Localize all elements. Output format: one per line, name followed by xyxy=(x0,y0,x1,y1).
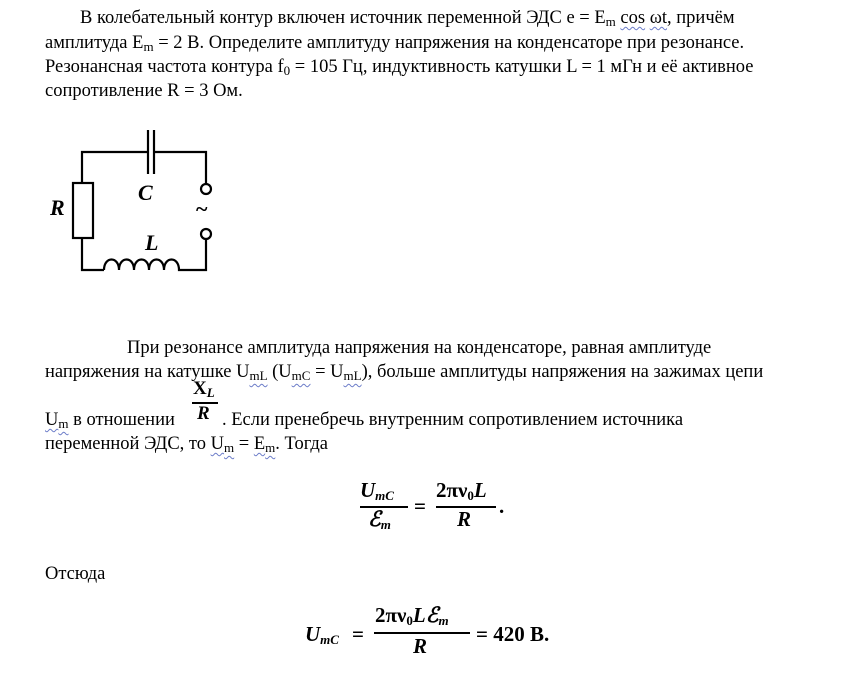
subscript: m xyxy=(380,517,391,532)
text: переменной ЭДС, то xyxy=(45,434,211,454)
solution-line-2 xyxy=(45,360,763,384)
subscript: m xyxy=(265,440,276,455)
inductor-coil xyxy=(104,260,182,271)
wire-top-right xyxy=(154,152,206,184)
spellcheck-word: ωt xyxy=(649,8,668,28)
text: ), больше амплитуды напряжения на зажимах цепи xyxy=(361,362,764,382)
resistor xyxy=(73,183,93,238)
text: . Если пренебречь внутренним сопротивлением источника xyxy=(222,410,684,430)
fraction-xl-denominator: R xyxy=(197,403,210,424)
label-c: C xyxy=(138,180,153,205)
text: , причём xyxy=(667,8,735,28)
formula1-lhs-numerator xyxy=(360,478,394,503)
solution-line-1 xyxy=(127,336,711,360)
formula1-equals: = xyxy=(414,494,426,518)
text: X xyxy=(193,378,207,399)
subscript: m xyxy=(58,416,69,431)
formula1-dot: . xyxy=(499,494,505,518)
text: ℰ xyxy=(368,507,381,531)
text: . Тогда xyxy=(275,434,328,454)
subscript: mC xyxy=(291,368,311,383)
wire-left-bottom xyxy=(82,238,104,270)
text: L xyxy=(473,478,487,502)
text: = xyxy=(234,434,254,454)
problem-line-1 xyxy=(80,6,735,30)
formula2-numerator xyxy=(375,603,449,628)
terminal-top xyxy=(201,184,211,194)
subscript: mC xyxy=(375,488,394,503)
text: 2πν xyxy=(375,603,407,627)
text: 2πν xyxy=(436,478,468,502)
spellcheck-word: U xyxy=(210,434,225,454)
solution-line-4 xyxy=(45,432,328,456)
formula2-result: = 420 В. xyxy=(476,622,550,646)
text: U xyxy=(360,478,376,502)
text: U xyxy=(305,622,321,646)
subscript: 0 xyxy=(467,488,474,503)
text: = 2 В. Определите амплитуду напряжения на конденсаторе при резонансе. xyxy=(153,33,745,53)
subscript: mL xyxy=(249,368,268,383)
label-ac-source: ~ xyxy=(196,196,208,221)
solution-line-3 xyxy=(45,408,175,432)
wire-top-left xyxy=(82,152,148,178)
text: При резонансе амплитуда напряжения на конденсаторе, равная амплитуде xyxy=(127,338,712,358)
formula2-lhs xyxy=(305,622,339,647)
text: в отношении xyxy=(68,410,175,430)
spellcheck-word: U xyxy=(45,410,59,430)
subscript: 0 xyxy=(283,63,291,78)
word-otsyuda: Отсюда xyxy=(45,564,106,584)
terminal-bottom xyxy=(201,229,211,239)
text: = U xyxy=(310,362,344,382)
text: сопротивление R = 3 Ом. xyxy=(45,81,243,101)
formula1-lhs-denominator xyxy=(368,507,391,532)
problem-line-3 xyxy=(45,55,754,79)
subscript: mC xyxy=(320,632,339,647)
subscript: m xyxy=(605,14,616,29)
wire-right-bottom xyxy=(182,239,206,270)
text: В колебательный контур включен источник переменной ЭДС e = E xyxy=(80,8,606,28)
text: (U xyxy=(267,362,292,382)
subscript: mL xyxy=(343,368,362,383)
label-r: R xyxy=(50,195,65,220)
subscript: m xyxy=(438,613,449,628)
formula2-equals: = xyxy=(352,622,364,646)
subscript: m xyxy=(224,440,235,455)
text: Резонансная частота контура f xyxy=(45,57,284,77)
subscript: L xyxy=(206,385,215,400)
spellcheck-word: cos xyxy=(620,8,646,28)
fraction-xl-numerator xyxy=(193,378,215,400)
text: = 105 Гц, индуктивность катушки L = 1 мГн и её активное xyxy=(290,57,754,77)
text: напряжения на катушке U xyxy=(45,362,250,382)
problem-line-4 xyxy=(45,79,243,103)
subscript: m xyxy=(143,39,154,54)
text: Lℰ xyxy=(412,603,439,627)
spellcheck-word: E xyxy=(253,434,266,454)
formula1-rhs-numerator xyxy=(436,478,487,503)
formula2-denominator: R xyxy=(413,634,428,658)
solution-line-3-rest xyxy=(222,408,683,432)
formula1-rhs-denominator: R xyxy=(457,507,472,531)
subscript: 0 xyxy=(406,613,413,628)
problem-line-2 xyxy=(45,31,744,55)
label-l: L xyxy=(145,230,159,255)
text: амплитуда E xyxy=(45,33,144,53)
